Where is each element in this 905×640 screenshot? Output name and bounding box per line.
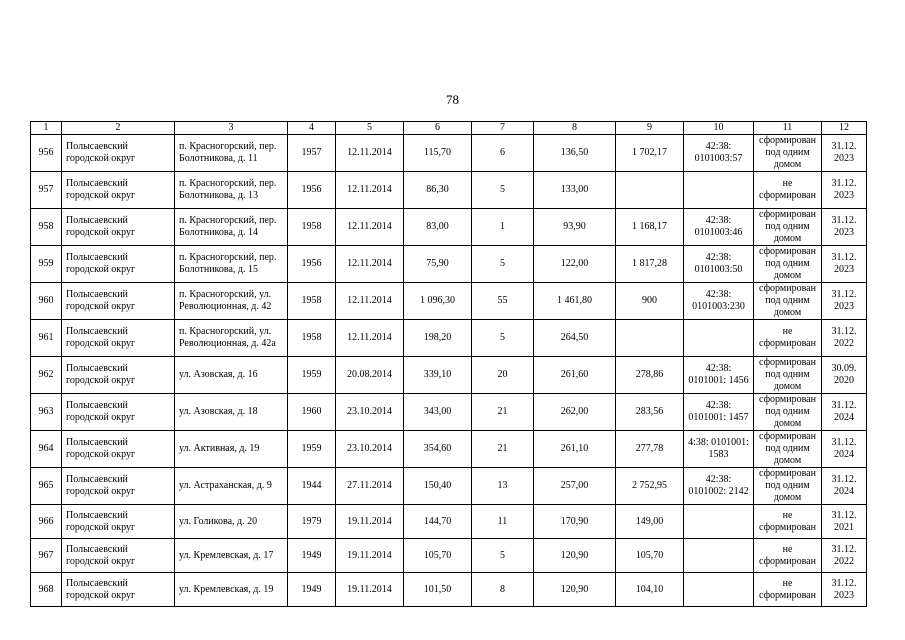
plot-status-cell: сформирован под одним домом (754, 357, 822, 394)
col8-cell: 261,10 (534, 431, 616, 468)
date-cell: 19.11.2014 (336, 539, 404, 573)
municipality-cell: Полысаевский городской округ (62, 283, 175, 320)
cadastral-cell: 42:38: 0101003:46 (684, 209, 754, 246)
plot-status-cell: не сформирован (754, 539, 822, 573)
residents-cell: 5 (472, 172, 534, 209)
row-number: 962 (31, 357, 62, 394)
address-cell: п. Красногорский, ул. Революционная, д. 42 (175, 283, 288, 320)
table-row (31, 209, 867, 246)
row-number: 967 (31, 539, 62, 573)
municipality-cell: Полысаевский городской округ (62, 505, 175, 539)
row-number: 963 (31, 394, 62, 431)
area-cell: 1 096,30 (404, 283, 472, 320)
col9-cell: 149,00 (616, 505, 684, 539)
col9-cell (616, 320, 684, 357)
col8-cell: 1 461,80 (534, 283, 616, 320)
address-cell: ул. Кремлевская, д. 17 (175, 539, 288, 573)
table-row (31, 172, 867, 209)
table-row (31, 320, 867, 357)
col9-cell: 283,56 (616, 394, 684, 431)
residents-cell: 8 (472, 573, 534, 607)
cadastral-cell (684, 505, 754, 539)
col8-cell: 136,50 (534, 135, 616, 172)
address-cell: ул. Азовская, д. 16 (175, 357, 288, 394)
date-cell: 19.11.2014 (336, 573, 404, 607)
table-row (31, 135, 867, 172)
table-body (31, 135, 867, 607)
header-row (31, 122, 867, 135)
plot-status-cell: сформирован под одним домом (754, 431, 822, 468)
col9-cell: 105,70 (616, 539, 684, 573)
plot-status-cell: не сформирован (754, 172, 822, 209)
table-row (31, 394, 867, 431)
municipality-cell: Полысаевский городской округ (62, 468, 175, 505)
date-cell: 12.11.2014 (336, 135, 404, 172)
year-cell: 1959 (288, 431, 336, 468)
deadline-cell: 31.12. 2022 (822, 320, 867, 357)
year-cell: 1958 (288, 320, 336, 357)
cadastral-cell (684, 320, 754, 357)
residents-cell: 5 (472, 246, 534, 283)
col8-cell: 120,90 (534, 539, 616, 573)
deadline-cell: 31.12. 2021 (822, 505, 867, 539)
row-number: 966 (31, 505, 62, 539)
municipality-cell: Полысаевский городской округ (62, 357, 175, 394)
table-row (31, 505, 867, 539)
column-header-10: 10 (684, 122, 754, 135)
col9-cell: 277,78 (616, 431, 684, 468)
deadline-cell: 31.12. 2024 (822, 394, 867, 431)
area-cell: 198,20 (404, 320, 472, 357)
plot-status-cell: сформирован под одним домом (754, 209, 822, 246)
deadline-cell: 30.09. 2020 (822, 357, 867, 394)
year-cell: 1979 (288, 505, 336, 539)
deadline-cell: 31.12. 2023 (822, 283, 867, 320)
col9-cell (616, 172, 684, 209)
municipality-cell: Полысаевский городской округ (62, 394, 175, 431)
col8-cell: 93,90 (534, 209, 616, 246)
area-cell: 150,40 (404, 468, 472, 505)
address-cell: п. Красногорский, пер. Болотникова, д. 13 (175, 172, 288, 209)
year-cell: 1956 (288, 246, 336, 283)
date-cell: 12.11.2014 (336, 283, 404, 320)
cadastral-cell: 42:38: 0101003:50 (684, 246, 754, 283)
plot-status-cell: сформирован под одним домом (754, 394, 822, 431)
column-header-11: 11 (754, 122, 822, 135)
area-cell: 101,50 (404, 573, 472, 607)
date-cell: 23.10.2014 (336, 431, 404, 468)
col9-cell: 104,10 (616, 573, 684, 607)
residents-cell: 13 (472, 468, 534, 505)
year-cell: 1960 (288, 394, 336, 431)
col8-cell: 133,00 (534, 172, 616, 209)
date-cell: 19.11.2014 (336, 505, 404, 539)
area-cell: 339,10 (404, 357, 472, 394)
area-cell: 83,00 (404, 209, 472, 246)
row-number: 958 (31, 209, 62, 246)
residents-cell: 55 (472, 283, 534, 320)
year-cell: 1958 (288, 283, 336, 320)
date-cell: 23.10.2014 (336, 394, 404, 431)
col8-cell: 257,00 (534, 468, 616, 505)
table-row (31, 573, 867, 607)
col9-cell: 900 (616, 283, 684, 320)
table-row (31, 468, 867, 505)
address-cell: ул. Активная, д. 19 (175, 431, 288, 468)
date-cell: 12.11.2014 (336, 209, 404, 246)
year-cell: 1944 (288, 468, 336, 505)
plot-status-cell: сформирован под одним домом (754, 246, 822, 283)
residents-cell: 5 (472, 539, 534, 573)
plot-status-cell: сформирован под одним домом (754, 283, 822, 320)
column-header-8: 8 (534, 122, 616, 135)
residents-cell: 1 (472, 209, 534, 246)
municipality-cell: Полысаевский городской округ (62, 431, 175, 468)
area-cell: 144,70 (404, 505, 472, 539)
column-header-3: 3 (175, 122, 288, 135)
plot-status-cell: сформирован под одним домом (754, 135, 822, 172)
row-number: 957 (31, 172, 62, 209)
row-number: 956 (31, 135, 62, 172)
year-cell: 1949 (288, 539, 336, 573)
address-cell: ул. Азовская, д. 18 (175, 394, 288, 431)
municipality-cell: Полысаевский городской округ (62, 172, 175, 209)
area-cell: 86,30 (404, 172, 472, 209)
table-row (31, 431, 867, 468)
address-cell: ул. Кремлевская, д. 19 (175, 573, 288, 607)
col8-cell: 262,00 (534, 394, 616, 431)
residents-cell: 20 (472, 357, 534, 394)
col8-cell: 120,90 (534, 573, 616, 607)
plot-status-cell: не сформирован (754, 505, 822, 539)
table-row (31, 283, 867, 320)
address-cell: п. Красногорский, ул. Революционная, д. 42а (175, 320, 288, 357)
deadline-cell: 31.12. 2023 (822, 573, 867, 607)
area-cell: 343,00 (404, 394, 472, 431)
table-row (31, 357, 867, 394)
date-cell: 27.11.2014 (336, 468, 404, 505)
row-number: 965 (31, 468, 62, 505)
area-cell: 354,60 (404, 431, 472, 468)
date-cell: 20.08.2014 (336, 357, 404, 394)
address-cell: ул. Голикова, д. 20 (175, 505, 288, 539)
deadline-cell: 31.12. 2023 (822, 246, 867, 283)
plot-status-cell: сформирован под одним домом (754, 468, 822, 505)
table-row (31, 539, 867, 573)
municipality-cell: Полысаевский городской округ (62, 573, 175, 607)
column-header-9: 9 (616, 122, 684, 135)
col9-cell: 1 168,17 (616, 209, 684, 246)
row-number: 960 (31, 283, 62, 320)
municipality-cell: Полысаевский городской округ (62, 246, 175, 283)
year-cell: 1949 (288, 573, 336, 607)
residents-cell: 6 (472, 135, 534, 172)
municipality-cell: Полысаевский городской округ (62, 320, 175, 357)
area-cell: 105,70 (404, 539, 472, 573)
year-cell: 1959 (288, 357, 336, 394)
year-cell: 1956 (288, 172, 336, 209)
residents-cell: 5 (472, 320, 534, 357)
column-header-2: 2 (62, 122, 175, 135)
year-cell: 1957 (288, 135, 336, 172)
deadline-cell: 31.12. 2023 (822, 135, 867, 172)
cadastral-cell: 42:38: 0101001: 1457 (684, 394, 754, 431)
column-header-4: 4 (288, 122, 336, 135)
page-number: 78 (446, 92, 459, 107)
column-header-6: 6 (404, 122, 472, 135)
col8-cell: 264,50 (534, 320, 616, 357)
residents-cell: 21 (472, 431, 534, 468)
cadastral-cell: 42:38: 0101001: 1456 (684, 357, 754, 394)
deadline-cell: 31.12. 2023 (822, 172, 867, 209)
residents-cell: 21 (472, 394, 534, 431)
deadline-cell: 31.12. 2024 (822, 468, 867, 505)
col9-cell: 1 702,17 (616, 135, 684, 172)
row-number: 964 (31, 431, 62, 468)
cadastral-cell: 42:38: 0101003:230 (684, 283, 754, 320)
row-number: 968 (31, 573, 62, 607)
residents-cell: 11 (472, 505, 534, 539)
deadline-cell: 31.12. 2022 (822, 539, 867, 573)
row-number: 961 (31, 320, 62, 357)
col8-cell: 261,60 (534, 357, 616, 394)
deadline-cell: 31.12. 2024 (822, 431, 867, 468)
year-cell: 1958 (288, 209, 336, 246)
cadastral-cell (684, 573, 754, 607)
area-cell: 115,70 (404, 135, 472, 172)
cadastral-cell: 4:38: 0101001: 1583 (684, 431, 754, 468)
column-header-12: 12 (822, 122, 867, 135)
deadline-cell: 31.12. 2023 (822, 209, 867, 246)
col9-cell: 1 817,28 (616, 246, 684, 283)
municipality-cell: Полысаевский городской округ (62, 209, 175, 246)
col9-cell: 278,86 (616, 357, 684, 394)
cadastral-cell: 42:38: 0101003:57 (684, 135, 754, 172)
column-header-1: 1 (31, 122, 62, 135)
address-cell: ул. Астраханская, д. 9 (175, 468, 288, 505)
table-row (31, 246, 867, 283)
col8-cell: 170,90 (534, 505, 616, 539)
col9-cell: 2 752,95 (616, 468, 684, 505)
plot-status-cell: не сформирован (754, 320, 822, 357)
column-header-5: 5 (336, 122, 404, 135)
column-header-7: 7 (472, 122, 534, 135)
date-cell: 12.11.2014 (336, 246, 404, 283)
address-cell: п. Красногорский, пер. Болотникова, д. 11 (175, 135, 288, 172)
housing-registry-table (30, 121, 867, 607)
municipality-cell: Полысаевский городской округ (62, 539, 175, 573)
municipality-cell: Полысаевский городской округ (62, 135, 175, 172)
cadastral-cell: 42:38: 0101002: 2142 (684, 468, 754, 505)
row-number: 959 (31, 246, 62, 283)
col8-cell: 122,00 (534, 246, 616, 283)
address-cell: п. Красногорский, пер. Болотникова, д. 14 (175, 209, 288, 246)
cadastral-cell (684, 539, 754, 573)
date-cell: 12.11.2014 (336, 320, 404, 357)
area-cell: 75,90 (404, 246, 472, 283)
address-cell: п. Красногорский, пер. Болотникова, д. 15 (175, 246, 288, 283)
plot-status-cell: не сформирован (754, 573, 822, 607)
cadastral-cell (684, 172, 754, 209)
date-cell: 12.11.2014 (336, 172, 404, 209)
